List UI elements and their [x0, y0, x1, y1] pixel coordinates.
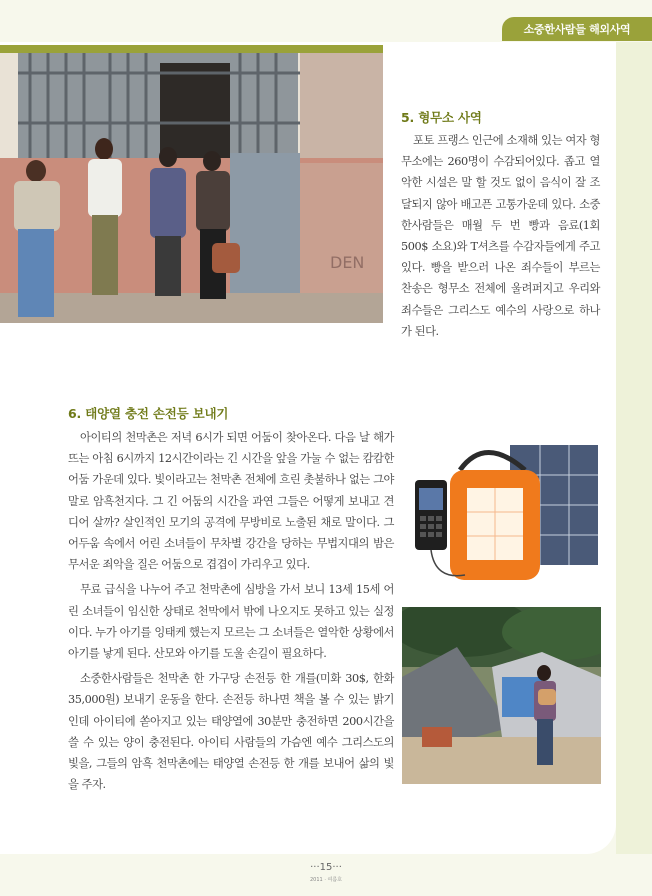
- top-accent-bar: [0, 45, 383, 53]
- section6-paragraph-2: 무료 급식을 나누어 주고 천막촌에 심방을 가서 보니 13세 15세 어린 소녀들이 임신한 상태로 천막에서 밖에 나오지도 못하고 있는 실정이다. 누가 아기를 잉태케 했는지 모르는 그 소녀들은 열악한 상황에서 아기를 낳게 된다. 산모와 아기를 도울 손길이 필요하다.: [68, 583, 394, 661]
- section6-title: 6. 태양열 충전 손전등 보내기: [68, 406, 229, 421]
- page-number: ···15···: [310, 862, 342, 873]
- section6-body: [68, 427, 394, 799]
- section6-paragraph-3: 소중한사람들은 천막촌 한 가구당 손전등 한 개를(미화 30$, 한화 35,000원) 보내기 운동을 한다. 손전등 하나면 책을 볼 수 있는 밝기인데 아이티에 쏟아지고 있는 태양열에 30분만 충전하면 200시간을 쓸 수 있는 양이 충전된다. 아이티 사람들의 가슴엔 예수 그리스도의 빛을, 그들의 암흑 천막촌에는 태양열 손전등 한 개를 보내어 삶의 빛을 주자.: [68, 672, 394, 792]
- section5-paragraph: 포토 프랭스 인근에 소재해 있는 여자 형무소에는 260명이 수감되어있다. 좁고 열악한 시설은 말 할 것도 없이 음식이 잘 조달되지 않아 배고픈 고통가운데 있다. 소중한사람들은 매월 두 번 빵과 음료(1회 500$ 소요)와 T셔츠를 수감자들에게 주고 있다. 빵을 받으러 나온 죄수들이 부르는 찬송은 형무소 전체에 울려퍼지고 우리와 죄수들은 그리스도 예수의 사랑으로 하나가 된다.: [401, 134, 600, 338]
- tent-camp-photo: [402, 607, 601, 784]
- solar-lantern-photo: [405, 440, 601, 600]
- issue-line: 2011 · 여름호: [310, 877, 342, 883]
- section5-body: [401, 130, 600, 346]
- prison-photo: [0, 53, 383, 323]
- section6-paragraph-1: 아이티의 천막촌은 저녁 6시가 되면 어둠이 찾아온다. 다음 날 해가 뜨는 아침 6시까지 12시간이라는 긴 시간을 앞을 가눌 수 없는 캄캄한 어둠 가운데 있다. 빛이라고는 천막촌 전체에 흐린 촛불하나 없는 그야말로 암흑천지다. 그 긴 어둠의 시간을 과연 그들은 어떻게 보내고 견디어 살까? 살인적인 모기의 공격에 무방비로 노출된 채로 말이다. 그 어두움 속에서 어린 소녀들이 무차별 강간을 당하는 무법지대의 밤은 무서운 죄악을 질은 어둠으로 겹겹이 가리우고 있다.: [68, 431, 394, 572]
- right-margin-strip: [616, 42, 652, 854]
- section5-title: 5. 형무소 사역: [401, 110, 482, 125]
- section-tab: 소중한사람들 해외사역: [502, 17, 652, 41]
- svg-text:DEN: DEN: [330, 253, 365, 272]
